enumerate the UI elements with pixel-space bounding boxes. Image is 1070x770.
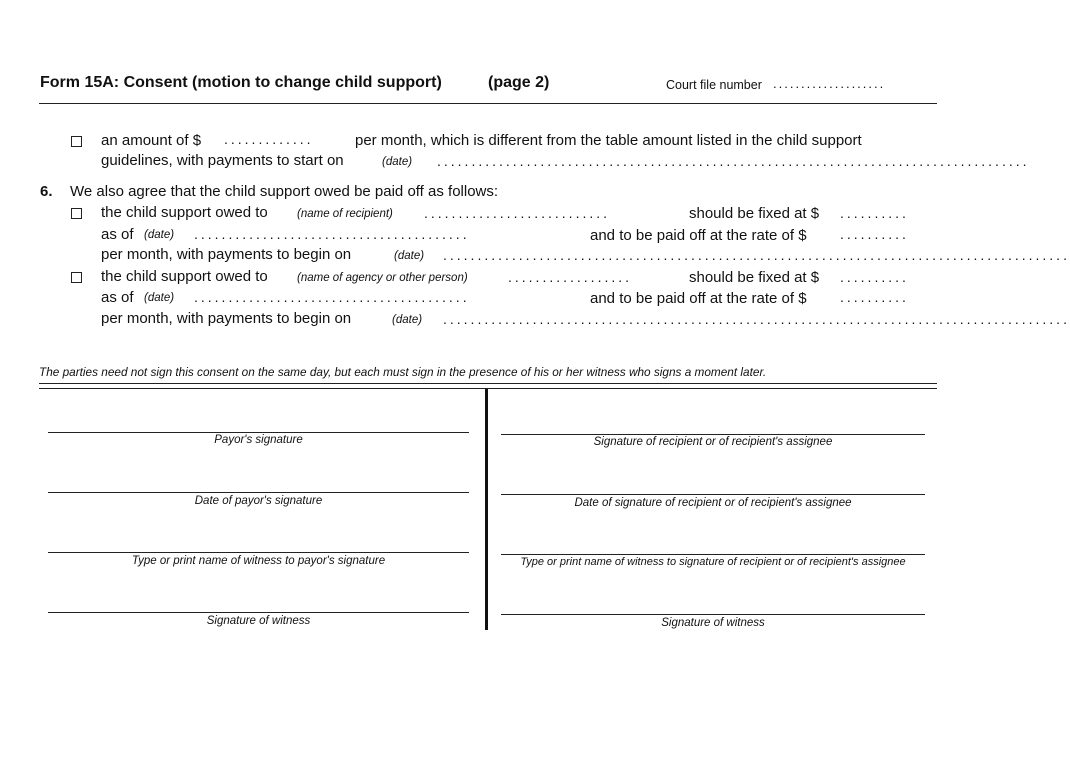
payor-date-label: Date of payor's signature: [194, 495, 323, 507]
signing-note: The parties need not sign this consent on the same day, but each must sign in the presence of his or her witness who signs a moment later.: [39, 365, 767, 379]
payor-witness-signature-label: Signature of witness: [206, 615, 311, 627]
option2-checkbox[interactable]: [71, 272, 82, 283]
option2-per-month: per month, with payments to begin on: [101, 310, 352, 327]
option2-date-hint: (date): [144, 292, 175, 304]
section-number: 6.: [40, 183, 53, 200]
payor-witness-name-line[interactable]: [48, 552, 469, 553]
page-label: (page 2): [488, 74, 550, 91]
court-file-number-field[interactable]: ....................: [773, 76, 886, 91]
amount-checkbox[interactable]: [71, 136, 82, 147]
option2-fixed-amount-field[interactable]: ..........: [840, 269, 909, 285]
option1-rate-label: and to be paid off at the rate of $: [590, 227, 807, 244]
signature-top-rule-2: [39, 388, 937, 389]
option1-lead: the child support owed to: [101, 204, 268, 221]
payor-signature-label: Payor's signature: [214, 434, 303, 446]
amount-text-b: guidelines, with payments to start on: [101, 152, 344, 169]
recipient-witness-name-label: Type or print name of witness to signature of recipient or of recipient's assignee: [520, 556, 906, 568]
option1-rate-field[interactable]: ..........: [840, 226, 909, 242]
option1-as-of: as of: [101, 226, 134, 243]
amount-start-date-field[interactable]: ......................................................................................: [437, 153, 1030, 169]
option2-begin-hint: (date): [392, 314, 423, 326]
payor-witness-signature-line[interactable]: [48, 612, 469, 613]
signature-top-rule-1: [39, 383, 937, 384]
payor-date-line[interactable]: [48, 492, 469, 493]
section-intro: We also agree that the child support owed be paid off as follows:: [70, 183, 499, 200]
option2-lead: the child support owed to: [101, 268, 268, 285]
option1-fixed-label: should be fixed at $: [689, 205, 820, 222]
amount-text-a: per month, which is different from the table amount listed in the child support: [355, 132, 862, 149]
option2-as-of: as of: [101, 289, 134, 306]
option1-begin-date-field[interactable]: ...........................................................................................: [443, 247, 1070, 263]
option1-date-field[interactable]: ........................................: [194, 226, 470, 242]
option2-begin-date-field[interactable]: ...........................................................................................: [443, 311, 1070, 327]
option1-begin-hint: (date): [394, 250, 425, 262]
recipient-date-line[interactable]: [501, 494, 925, 495]
option1-fixed-amount-field[interactable]: ..........: [840, 205, 909, 221]
option2-date-field[interactable]: ........................................: [194, 289, 470, 305]
recipient-signature-label: Signature of recipient or of recipient's assignee: [593, 436, 833, 448]
option2-recipient-hint: (name of agency or other person): [297, 272, 468, 284]
form-title: Form 15A: Consent (motion to change child support): [40, 74, 442, 91]
signature-column-divider: [485, 389, 488, 630]
option1-per-month: per month, with payments to begin on: [101, 246, 352, 263]
payor-signature-line[interactable]: [48, 432, 469, 433]
option1-checkbox[interactable]: [71, 208, 82, 219]
court-file-label: Court file number: [666, 78, 762, 92]
recipient-signature-line[interactable]: [501, 434, 925, 435]
recipient-witness-name-line[interactable]: [501, 554, 925, 555]
amount-field[interactable]: .............: [224, 131, 314, 147]
option2-rate-label: and to be paid off at the rate of $: [590, 290, 807, 307]
payor-witness-name-label: Type or print name of witness to payor's signature: [131, 555, 386, 567]
option1-recipient-field[interactable]: ...........................: [424, 205, 611, 221]
amount-prefix: an amount of $: [101, 132, 202, 149]
option2-rate-field[interactable]: ..........: [840, 289, 909, 305]
option1-date-hint: (date): [144, 229, 175, 241]
option2-fixed-label: should be fixed at $: [689, 269, 820, 286]
recipient-witness-signature-line[interactable]: [501, 614, 925, 615]
recipient-witness-signature-label: Signature of witness: [661, 617, 765, 629]
option1-recipient-hint: (name of recipient): [297, 208, 393, 220]
header-divider: [39, 103, 937, 104]
amount-date-hint: (date): [382, 156, 413, 168]
option2-recipient-field[interactable]: ..................: [508, 269, 633, 285]
recipient-date-label: Date of signature of recipient or of recipient's assignee: [574, 497, 852, 509]
